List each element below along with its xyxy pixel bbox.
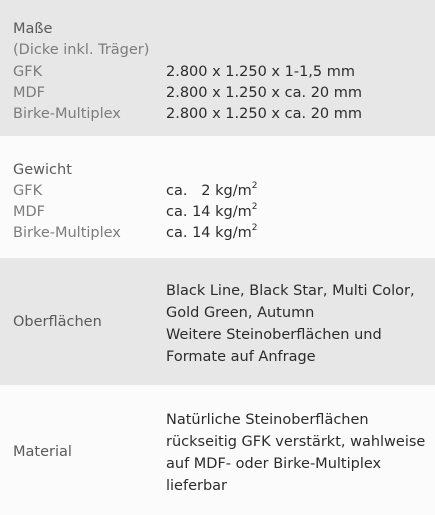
oberflaechen-line: Black Line, Black Star, Multi Color,	[166, 283, 415, 299]
material-label: Material	[13, 444, 72, 460]
gewicht-row-value-birke: ca. 14 $kg/m^2$	[166, 223, 258, 241]
masse-title: Maße	[13, 21, 53, 37]
masse-row-value-birke: 2.800 x 1.250 x ca. 20 mm	[166, 106, 363, 122]
gewicht-row-value-mdf: ca. 14 $kg/m^2$	[166, 202, 258, 220]
gewicht-row-label-gfk: GFK	[13, 183, 43, 199]
material-line: auf MDF- oder Birke-Multiplex	[166, 456, 382, 472]
gewicht-row-label-birke: Birke-Multiplex	[13, 225, 121, 241]
masse-row-value-mdf: 2.800 x 1.250 x ca. 20 mm	[166, 85, 363, 101]
material-line: rückseitig GFK verstärkt, wahlweise	[166, 434, 426, 450]
oberflaechen-label: Oberflächen	[13, 314, 102, 330]
material-line: lieferbar	[166, 478, 228, 494]
masse-row-label-birke: Birke-Multiplex	[13, 106, 121, 122]
section-gewicht	[0, 136, 435, 258]
gewicht-row-label-mdf: MDF	[13, 204, 46, 220]
oberflaechen-description	[166, 280, 428, 368]
masse-row-label-gfk: GFK	[13, 64, 43, 80]
gewicht-title: Gewicht	[13, 162, 72, 178]
masse-subtitle: (Dicke inkl. Träger)	[13, 42, 150, 58]
material-description	[166, 409, 428, 497]
gewicht-row-value-gfk: ca. 2 $kg/m^2$	[166, 181, 258, 199]
oberflaechen-line: Formate auf Anfrage	[166, 349, 316, 365]
oberflaechen-line: Weitere Steinoberflächen und	[166, 327, 382, 343]
section-masse	[0, 0, 435, 136]
oberflaechen-line: Gold Green, Autumn	[166, 305, 315, 321]
masse-row-label-mdf: MDF	[13, 85, 46, 101]
masse-row-value-gfk: 2.800 x 1.250 x 1-1,5 mm	[166, 64, 355, 80]
section-oberflaechen	[0, 258, 435, 385]
material-line: Natürliche Steinoberflächen	[166, 412, 369, 428]
section-material	[0, 385, 435, 515]
